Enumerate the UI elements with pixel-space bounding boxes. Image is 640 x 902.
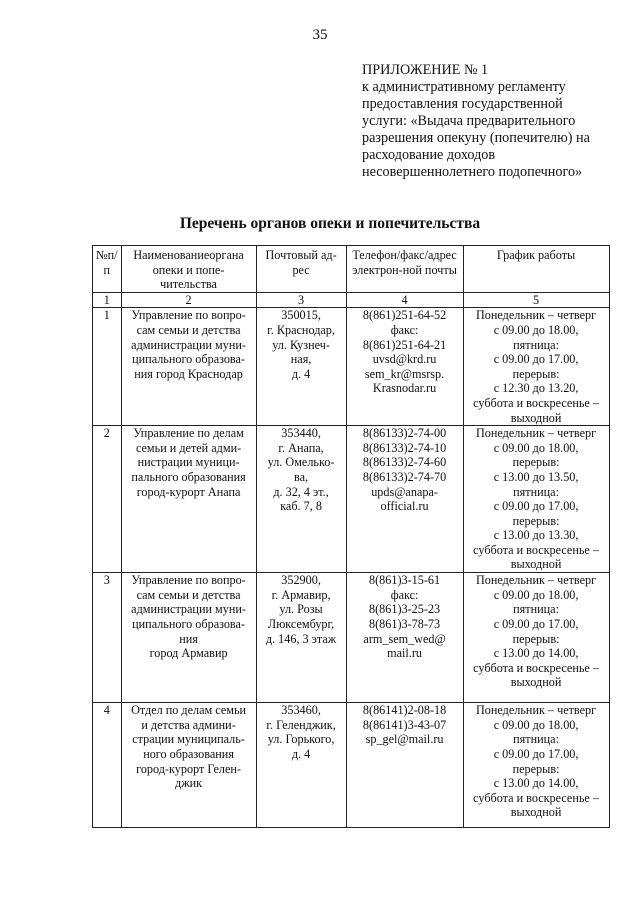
- table-row: [93, 703, 610, 828]
- cell-line: Почтовый ад-: [265, 248, 337, 262]
- cell-line: выходной: [510, 410, 562, 425]
- cell-line: 8(86141)3-43-07: [362, 717, 447, 732]
- contacts: [346, 573, 463, 703]
- cell-line: выходной: [510, 805, 562, 820]
- cell-line: пального образования: [131, 469, 246, 484]
- column-index: 5: [463, 292, 609, 308]
- body-name: [121, 703, 256, 828]
- row-number: 3: [93, 573, 122, 703]
- cell-line: каб. 7, 8: [280, 499, 322, 514]
- cell-line: ва,: [294, 469, 309, 484]
- cell-line: 8(86141)2-08-18: [362, 703, 447, 718]
- cell-line: г. Анапа,: [278, 440, 324, 455]
- column-index-row: [93, 292, 610, 308]
- cell-line: п/п: [103, 248, 118, 277]
- cell-line: с 09.00 до 18.00,: [493, 440, 579, 455]
- cell-line: 350015,: [281, 308, 321, 323]
- body-name: [121, 573, 256, 703]
- cell-line: с 09.00 до 17.00,: [493, 616, 579, 631]
- cell-line: 8(86133)2-74-00: [362, 426, 447, 441]
- cell-line: факс:: [390, 322, 419, 337]
- column-index: 1: [93, 292, 122, 308]
- cell-line: с 09.00 до 17.00,: [493, 352, 579, 367]
- cell-line: ния город Краснодар: [134, 366, 243, 381]
- cell-line: sp_gel@mail.ru: [365, 732, 444, 747]
- cell-line: 8(861)3-25-23: [369, 602, 441, 617]
- cell-line: д. 146, 3 этаж: [265, 631, 337, 646]
- cell-line: с 09.00 до 17.00,: [493, 746, 579, 761]
- cell-line: с 13.00 до 13.50,: [493, 469, 579, 484]
- cell-line: д. 32, 4 эт.,: [273, 484, 329, 499]
- appendix-line: к административному регламенту: [362, 79, 566, 95]
- row-number: 4: [93, 703, 122, 828]
- cell-line: с 09.00 до 17.00,: [493, 499, 579, 514]
- appendix-line: услуги: «Выдача предварительного: [362, 113, 576, 129]
- cell-line: ул. Горького,: [267, 732, 335, 747]
- cell-line: Управление по вопро-: [131, 573, 246, 588]
- cell-line: Управление по делам: [133, 426, 244, 441]
- cell-line: 8(861)3-78-73: [369, 616, 441, 631]
- cell-line: Управление по вопро-: [131, 308, 246, 323]
- table-header-row: [93, 246, 610, 293]
- cell-line: суббота и воскресенье –: [473, 395, 599, 410]
- header-num: [93, 246, 122, 293]
- cell-line: рес: [292, 262, 310, 277]
- cell-line: ул. Розы: [279, 602, 323, 617]
- row-number: 2: [93, 426, 122, 573]
- cell-line: 8(861)251-64-21: [362, 337, 447, 352]
- cell-line: Люксембург,: [267, 616, 335, 631]
- appendix-line: расходование доходов: [362, 147, 496, 163]
- cell-line: выходной: [510, 675, 562, 690]
- cell-line: выходной: [510, 557, 562, 572]
- cell-line: и детства админи-: [141, 717, 236, 732]
- work-schedule: [463, 703, 609, 828]
- cell-line: перерыв:: [512, 761, 560, 776]
- cell-line: sem_kr@msrsp.: [364, 366, 445, 381]
- appendix-line: предоставления государственной: [362, 96, 563, 112]
- cell-line: перерыв:: [512, 455, 560, 470]
- cell-line: upds@anapa-: [371, 484, 438, 499]
- cell-line: ная,: [290, 352, 312, 367]
- column-index: 3: [256, 292, 346, 308]
- cell-line: администрации муни-: [131, 602, 246, 617]
- work-schedule: [463, 573, 609, 703]
- cell-line: перерыв:: [512, 366, 560, 381]
- cell-line: Понедельник – четверг: [476, 426, 597, 441]
- cell-line: пятница:: [513, 484, 559, 499]
- cell-line: д. 4: [291, 366, 311, 381]
- appendix-line: несовершеннолетнего подопечного»: [362, 164, 583, 180]
- cell-line: джик: [175, 776, 203, 791]
- cell-line: Krasnodar.ru: [372, 381, 437, 396]
- cell-line: г. Армавир,: [271, 587, 331, 602]
- cell-line: Наименование: [133, 248, 210, 262]
- cell-line: №: [96, 248, 108, 262]
- table-row: [93, 308, 610, 426]
- contacts: [346, 703, 463, 828]
- cell-line: город-курорт Гелен-: [136, 761, 241, 776]
- cell-line: органа опеки и попе-: [152, 248, 244, 277]
- cell-line: 8(86133)2-74-10: [362, 440, 447, 455]
- cell-line: 352900,: [281, 573, 321, 588]
- table-row: [93, 426, 610, 573]
- cell-line: с 13.00 до 14.00,: [493, 646, 579, 661]
- cell-line: город Армавир: [149, 646, 228, 661]
- page-number: 35: [312, 27, 328, 43]
- header-address: [256, 246, 346, 293]
- cell-line: arm_sem_wed@: [363, 631, 446, 646]
- cell-line: ул. Омелько-: [267, 455, 335, 470]
- cell-line: 353440,: [281, 426, 321, 441]
- cell-line: ного образования: [143, 746, 234, 761]
- cell-line: пятница:: [513, 732, 559, 747]
- column-index: 4: [346, 292, 463, 308]
- cell-line: Понедельник – четверг: [476, 573, 597, 588]
- cell-line: с 13.00 до 13.30,: [493, 528, 579, 543]
- work-schedule: [463, 308, 609, 426]
- table-row: [93, 573, 610, 703]
- body-name: [121, 308, 256, 426]
- cell-line: г. Геленджик,: [266, 717, 336, 732]
- cell-line: администрации муни-: [131, 337, 246, 352]
- cell-line: 8(861)251-64-52: [362, 308, 447, 323]
- cell-line: uvsd@krd.ru: [372, 352, 437, 367]
- cell-line: город-курорт Анапа: [136, 484, 241, 499]
- cell-line: сам семьи и детства: [136, 322, 241, 337]
- appendix-line: разрешения опекуну (попечителю) на: [362, 130, 590, 146]
- cell-line: суббота и воскресенье –: [473, 660, 599, 675]
- cell-line: перерыв:: [512, 513, 560, 528]
- cell-line: д. 4: [291, 746, 311, 761]
- column-index: 2: [121, 292, 256, 308]
- header-schedule: [463, 246, 609, 293]
- cell-line: факс:: [390, 587, 419, 602]
- document-title: Перечень органов опеки и попечительства: [179, 215, 481, 232]
- cell-line: ципального образова-: [132, 352, 245, 367]
- postal-address: [256, 426, 346, 573]
- cell-line: с 09.00 до 18.00,: [493, 322, 579, 337]
- appendix-caption: [362, 62, 632, 181]
- cell-line: адрес электрон-: [352, 248, 457, 277]
- cell-line: нистрации муници-: [137, 455, 240, 470]
- postal-address: [256, 308, 346, 426]
- guardianship-bodies-table: [92, 245, 610, 828]
- cell-line: с 12.30 до 13.20,: [493, 381, 579, 396]
- cell-line: ул. Кузнеч-: [272, 337, 330, 352]
- cell-line: mail.ru: [387, 646, 422, 661]
- header-contacts: [346, 246, 463, 293]
- cell-line: Понедельник – четверг: [476, 703, 597, 718]
- cell-line: пятница:: [513, 602, 559, 617]
- cell-line: ципального образова-: [132, 616, 245, 631]
- cell-line: суббота и воскресенье –: [473, 542, 599, 557]
- appendix-line: ПРИЛОЖЕНИЕ № 1: [362, 62, 489, 78]
- cell-line: Телефон/факс/: [352, 248, 428, 262]
- contacts: [346, 308, 463, 426]
- cell-line: 8(861)3-15-61: [369, 573, 441, 588]
- header-name: [121, 246, 256, 293]
- work-schedule: [463, 426, 609, 573]
- contacts: [346, 426, 463, 573]
- cell-line: пятница:: [513, 337, 559, 352]
- cell-line: ной почты: [402, 262, 457, 277]
- cell-line: ния: [179, 631, 198, 646]
- body-name: [121, 426, 256, 573]
- cell-line: с 13.00 до 14.00,: [493, 776, 579, 791]
- postal-address: [256, 573, 346, 703]
- cell-line: перерыв:: [512, 631, 560, 646]
- cell-line: Отдел по делам семьи: [131, 703, 247, 718]
- cell-line: 353460,: [281, 703, 321, 718]
- cell-line: суббота и воскресенье –: [473, 790, 599, 805]
- cell-line: г. Краснодар,: [267, 322, 335, 337]
- cell-line: с 09.00 до 18.00,: [493, 587, 579, 602]
- cell-line: Понедельник – четверг: [476, 308, 597, 323]
- cell-line: с 09.00 до 18.00,: [493, 717, 579, 732]
- cell-line: 8(86133)2-74-70: [362, 469, 447, 484]
- row-number: 1: [93, 308, 122, 426]
- cell-line: чительства: [160, 277, 217, 292]
- cell-line: семьи и детей адми-: [135, 440, 242, 455]
- cell-line: страции муниципаль-: [132, 732, 245, 747]
- postal-address: [256, 703, 346, 828]
- cell-line: График работы: [496, 248, 576, 262]
- cell-line: сам семьи и детства: [136, 587, 241, 602]
- cell-line: 8(86133)2-74-60: [362, 455, 447, 470]
- cell-line: official.ru: [380, 499, 429, 514]
